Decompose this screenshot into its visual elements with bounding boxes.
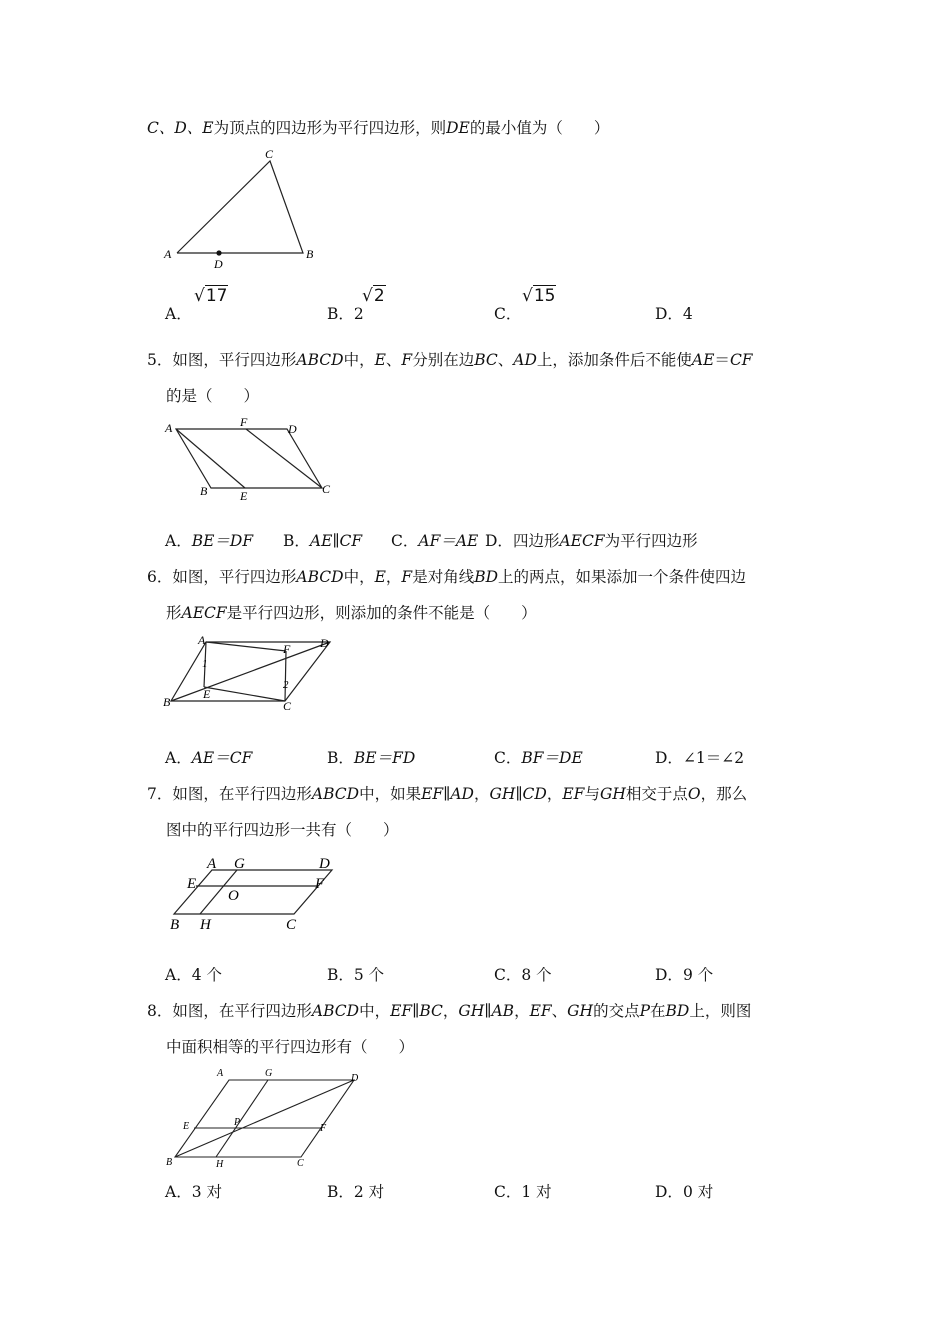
q8-label-E: E [183,1121,190,1132]
q5-figure-parallelogram [160,412,340,507]
q5-option-b[interactable]: B．AE∥CF [283,532,363,550]
q6-label-C: C [283,699,292,713]
q6-figure-parallelogram [160,630,340,715]
q6-option-a[interactable]: A．AE＝CF [165,749,253,767]
q4-label-D: D [214,257,223,270]
q6-stem-line1: 6．如图，平行四边形ABCD中，E，F是对角线BD上的两点，如果添加一个条件使四边 [147,568,747,586]
q7-label-A: A [207,856,217,872]
q8-stem-line1: 8．如图，在平行四边形ABCD中，EF∥BC，GH∥AB，EF、GH的交点P在BD上，则图 [147,1002,752,1020]
q8-label-B: B [166,1157,173,1168]
q4-option-a[interactable] [165,304,192,324]
option-letter: B．2 [327,305,364,323]
q8-option-b[interactable]: B．2 对 [327,1183,385,1201]
sqrt-radicand: 2 [373,286,385,306]
q6-option-b[interactable]: B．BE＝FD [327,749,416,767]
q5-option-a[interactable]: A．BE＝DF [165,532,254,550]
q4-label-B: B [306,247,314,261]
q6-label-D: D [320,636,329,650]
q4-stem-part: 为顶点的四边形为平行四边形，则 [213,119,447,137]
q8-option-c[interactable]: C．1 对 [494,1183,552,1201]
q7-number: 7． [147,785,173,803]
sqrt-radicand: 15 [533,286,556,306]
q8-label-F: F [320,1123,327,1134]
q6-number: 6． [147,568,173,586]
q4-option-c[interactable] [494,304,521,324]
q6-label-A: A [198,633,206,647]
sqrt-icon: √ [522,286,533,306]
q8-label-C: C [297,1158,304,1169]
q5-label-A: A [165,421,173,435]
q8-number: 8． [147,1002,173,1020]
q4-stem [147,118,609,138]
q4-option-d[interactable] [655,304,693,324]
q5-label-D: D [288,422,297,436]
q6-label-B: B [163,695,171,709]
q8-label-D: D [351,1073,359,1084]
option-letter: A． [165,305,192,323]
option-letter: D．4 [655,305,693,323]
q7-option-b[interactable]: B．5 个 [327,966,385,984]
q6-option-d[interactable]: D．∠1＝∠2 [655,749,745,767]
sqrt-radicand: 17 [205,286,228,306]
q4-stem-part: C、D、E [147,119,214,137]
q6-label-1: 1 [202,658,208,670]
q8-option-a[interactable]: A．3 对 [165,1183,222,1201]
q7-label-F: F [315,876,325,892]
q5-number: 5． [147,351,173,369]
q4-option-b-sqrt [362,286,386,306]
q5-label-E: E [240,489,248,503]
q7-label-E: E [187,876,197,892]
q4-stem-part: DE [446,119,470,137]
q7-stem-line2: 图中的平行四边形一共有（ ） [166,821,399,839]
q8-label-G: G [265,1068,273,1079]
q7-stem-line1: 7．如图，在平行四边形ABCD中，如果EF∥AD，GH∥CD，EF与GH相交于点O，那么 [147,785,748,803]
q4-option-b[interactable] [327,304,364,324]
q4-label-C: C [265,147,274,161]
q7-figure-parallelogram [160,850,350,935]
q8-label-P: P [234,1117,241,1128]
q5-stem-line1: 5．如图，平行四边形ABCD中，E、F分别在边BC、AD上，添加条件后不能使AE＝CF [147,351,753,369]
q4-label-A: A [164,247,172,261]
q5-option-c[interactable]: C．AF＝AE [391,532,479,550]
q6-label-2: 2 [283,679,289,691]
q5-label-B: B [200,484,208,498]
q8-stem-line2: 中面积相等的平行四边形有（ ） [166,1038,415,1056]
q5-option-d[interactable]: D．四边形AECF为平行四边形 [485,532,698,550]
q5-stem-line2: 的是（ ） [166,387,260,405]
q6-option-c[interactable]: C．BF＝DE [494,749,583,767]
q8-figure-parallelogram [160,1062,370,1174]
q4-option-a-sqrt [194,286,228,306]
q6-stem-line2: 形AECF是平行四边形，则添加的条件不能是（ ） [166,604,537,622]
q7-option-d[interactable]: D．9 个 [655,966,714,984]
q5-label-F: F [240,415,248,429]
q7-option-c[interactable]: C．8 个 [494,966,552,984]
sqrt-icon: √ [362,286,373,306]
q8-label-A: A [217,1068,224,1079]
option-letter: C． [494,305,522,323]
sqrt-icon: √ [194,286,205,306]
q7-label-G: G [234,856,245,872]
q7-label-H: H [200,917,211,933]
q4-figure-triangle [160,145,330,270]
q7-label-D: D [319,856,330,872]
q6-label-F: F [283,642,291,656]
q8-option-d[interactable]: D．0 对 [655,1183,714,1201]
q6-label-E: E [203,687,211,701]
q4-stem-part: 的最小值为（ ） [469,119,610,137]
q7-label-O: O [228,888,239,904]
q7-label-B: B [170,917,180,933]
q4-option-c-sqrt [522,286,556,306]
q7-option-a[interactable]: A．4 个 [165,966,222,984]
q8-label-H: H [216,1159,224,1170]
q5-label-C: C [322,482,331,496]
q7-label-C: C [286,917,297,933]
